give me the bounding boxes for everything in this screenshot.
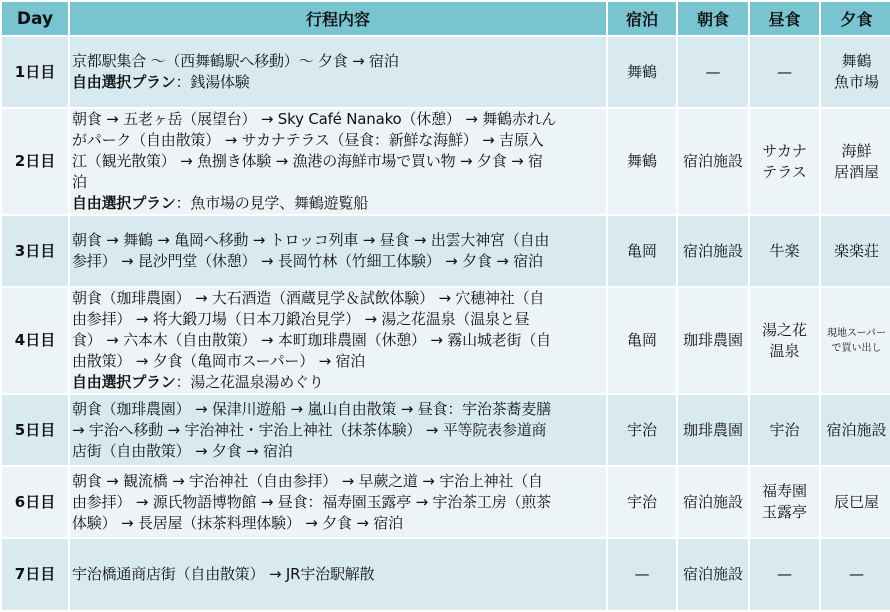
itinerary-content: [70, 467, 606, 537]
stay-cell: [608, 288, 676, 393]
option-plan-text: ：湯之花温泉湯めぐり: [175, 373, 324, 391]
lunch-cell: [750, 539, 819, 610]
stay-cell: [608, 37, 676, 107]
text-line: 宿泊施設: [682, 565, 743, 583]
itinerary-line: 朝食（珈琲農園） → 保津川遊船 → 嵐山自由散策 → 昼食：宇治茶蕎麦膳: [72, 399, 551, 418]
itinerary-line: 由参拝） → 源氏物語博物館 → 昼食：福寿園玉露亭 → 宇治茶工房（煎茶: [72, 492, 551, 511]
text-line: 楽楽荘: [833, 241, 879, 260]
text-line: 牛楽: [769, 241, 800, 260]
lunch-cell: [750, 216, 819, 286]
itinerary-line: 京都駅集合 ～（西舞鶴駅へ移動）～ 夕食 → 宿泊: [72, 52, 399, 70]
dinner-cell: [821, 109, 890, 214]
lunch-cell: [750, 37, 819, 107]
itinerary-line: 食） → 六本木（自由散策） → 本町珈琲農園（休憩） → 霧山城老街（自: [72, 331, 551, 349]
text-line: 宇治: [626, 492, 657, 511]
itinerary-content: [70, 288, 606, 393]
itinerary-line: 朝食 → 観流橋 → 宇治神社（自由参拝） → 早蕨之道 → 宇治上神社（自: [72, 471, 543, 490]
lunch-cell: [750, 467, 819, 537]
itinerary-line: 体験） → 長居屋（抹茶料理体験） → 夕食 → 宿泊: [72, 513, 403, 532]
itinerary-content: [70, 109, 606, 214]
day-cell: 2日目: [2, 109, 68, 214]
day-cell: 7日目: [2, 539, 68, 610]
option-plan-text: ：魚市場の見学、舞鶴遊覧船: [175, 194, 369, 212]
header-content: 行程内容: [70, 2, 606, 35]
text-line: 宿泊施設: [682, 492, 743, 511]
header-day: Day: [2, 2, 68, 35]
stay-cell: [608, 539, 676, 610]
day-cell: 6日目: [2, 467, 68, 537]
header-breakfast: 朝食: [678, 2, 748, 35]
text-line: 宿泊施設: [826, 420, 887, 439]
dinner-cell: [821, 467, 890, 537]
text-line: 居酒屋: [833, 162, 879, 181]
dinner-cell: [821, 539, 890, 610]
itinerary-line: 朝食 → 舞鶴 → 亀岡へ移動 → トロッコ列車 → 昼食 → 出雲大神宮（自由: [72, 231, 550, 249]
itinerary-line: 宇治橋通商店街（自由散策） → JR宇治駅解散: [72, 565, 375, 583]
text-line: 珈琲農園: [682, 331, 743, 349]
text-line: 玉露亭: [761, 503, 807, 521]
text-line: 舞鶴: [841, 52, 872, 70]
header-dinner: 夕食: [821, 2, 890, 35]
option-plan-text: ：銭湯体験: [175, 73, 250, 91]
stay-cell: [608, 467, 676, 537]
itinerary-content: [70, 216, 606, 286]
itinerary-content: [70, 395, 606, 465]
breakfast-cell: [678, 109, 748, 214]
breakfast-cell: [678, 288, 748, 393]
itinerary-line: 朝食（珈琲農園） → 大石酒造（酒蔵見学＆試飲体験） → 穴穂神社（自: [72, 289, 545, 307]
itinerary-line: 店街（自由散策） → 夕食 → 宿泊: [72, 441, 293, 460]
itinerary-line: → 宇治へ移動 → 宇治神社・宇治上神社（抹茶体験） → 平等院表参道商: [72, 420, 547, 439]
stay-cell: [608, 216, 676, 286]
itinerary-line: 由散策） → 夕食（亀岡市スーパー） → 宿泊: [72, 352, 366, 370]
stay-cell: [608, 395, 676, 465]
text-line: —: [777, 62, 792, 81]
itinerary-line: 江（観光散策） → 魚捌き体験 → 漁港の海鮮市場で買い物 → 夕食 → 宿: [72, 152, 543, 170]
lunch-cell: [750, 288, 819, 393]
lunch-cell: [750, 109, 819, 214]
text-line: —: [849, 565, 864, 583]
breakfast-cell: [678, 37, 748, 107]
text-line: テラス: [762, 162, 807, 181]
text-line: 魚市場: [833, 73, 879, 91]
text-line: —: [777, 565, 792, 583]
breakfast-cell: [678, 467, 748, 537]
text-line: —: [705, 62, 721, 81]
text-line: 湯之花: [761, 320, 807, 339]
table-row: [2, 288, 890, 393]
dinner-cell: [821, 395, 890, 465]
text-line: 海鮮: [841, 141, 872, 160]
text-line: —: [634, 565, 650, 583]
table-row: [2, 216, 890, 286]
header-row: [2, 2, 890, 35]
dinner-cell: [821, 216, 890, 286]
option-plan-label: 自由選択プラン: [72, 194, 176, 212]
breakfast-cell: [678, 539, 748, 610]
text-line: サカナ: [762, 141, 807, 160]
option-plan-label: 自由選択プラン: [72, 373, 176, 391]
text-line: 温泉: [769, 341, 800, 360]
text-line: 舞鶴: [626, 152, 657, 170]
itinerary-line: 参拝） → 昆沙門堂（休憩） → 長岡竹林（竹細工体験） → 夕食 → 宿泊: [72, 252, 543, 270]
breakfast-cell: [678, 216, 748, 286]
text-line: 宇治: [769, 420, 800, 439]
table-row: [2, 37, 890, 107]
table-row: [2, 109, 890, 214]
day-cell: 5日目: [2, 395, 68, 465]
option-plan-label: 自由選択プラン: [72, 73, 176, 91]
text-line: 亀岡: [626, 241, 657, 260]
table-row: [2, 467, 890, 537]
itinerary-line: 朝食 → 五老ヶ岳（展望台） → Sky Café Nanako（休憩） → 舞鶴赤れん: [72, 110, 557, 128]
itinerary-content: [70, 37, 606, 107]
itinerary-line: 泊: [72, 173, 87, 191]
text-line: 亀岡: [626, 331, 657, 349]
table-row: [2, 539, 890, 610]
dinner-cell: [821, 37, 890, 107]
itinerary-line: 由参拝） → 将大鍛刀場（日本刀鍛冶見学） → 湯之花温泉（温泉と昼: [72, 310, 530, 328]
text-line: 珈琲農園: [682, 420, 743, 439]
text-line: 福寿園: [761, 482, 807, 500]
text-line: 舞鶴: [626, 62, 657, 81]
text-line: で買い出し: [831, 342, 882, 354]
text-line: 現地スーパー: [827, 327, 886, 339]
day-cell: 1日目: [2, 37, 68, 107]
text-line: 宇治: [626, 420, 657, 439]
text-line: 宿泊施設: [682, 241, 743, 260]
itinerary-line: がパーク（自由散策） → サカナテラス（昼食：新鮮な海鮮） → 吉原入: [72, 131, 544, 149]
dinner-cell: [821, 288, 890, 393]
text-line: 辰巳屋: [833, 492, 879, 511]
day-cell: 3日目: [2, 216, 68, 286]
table-row: [2, 395, 890, 465]
stay-cell: [608, 109, 676, 214]
breakfast-cell: [678, 395, 748, 465]
header-lunch: 昼食: [750, 2, 819, 35]
header-stay: 宿泊: [608, 2, 676, 35]
itinerary-content: [70, 539, 606, 610]
lunch-cell: [750, 395, 819, 465]
day-cell: 4日目: [2, 288, 68, 393]
text-line: 宿泊施設: [682, 152, 743, 170]
